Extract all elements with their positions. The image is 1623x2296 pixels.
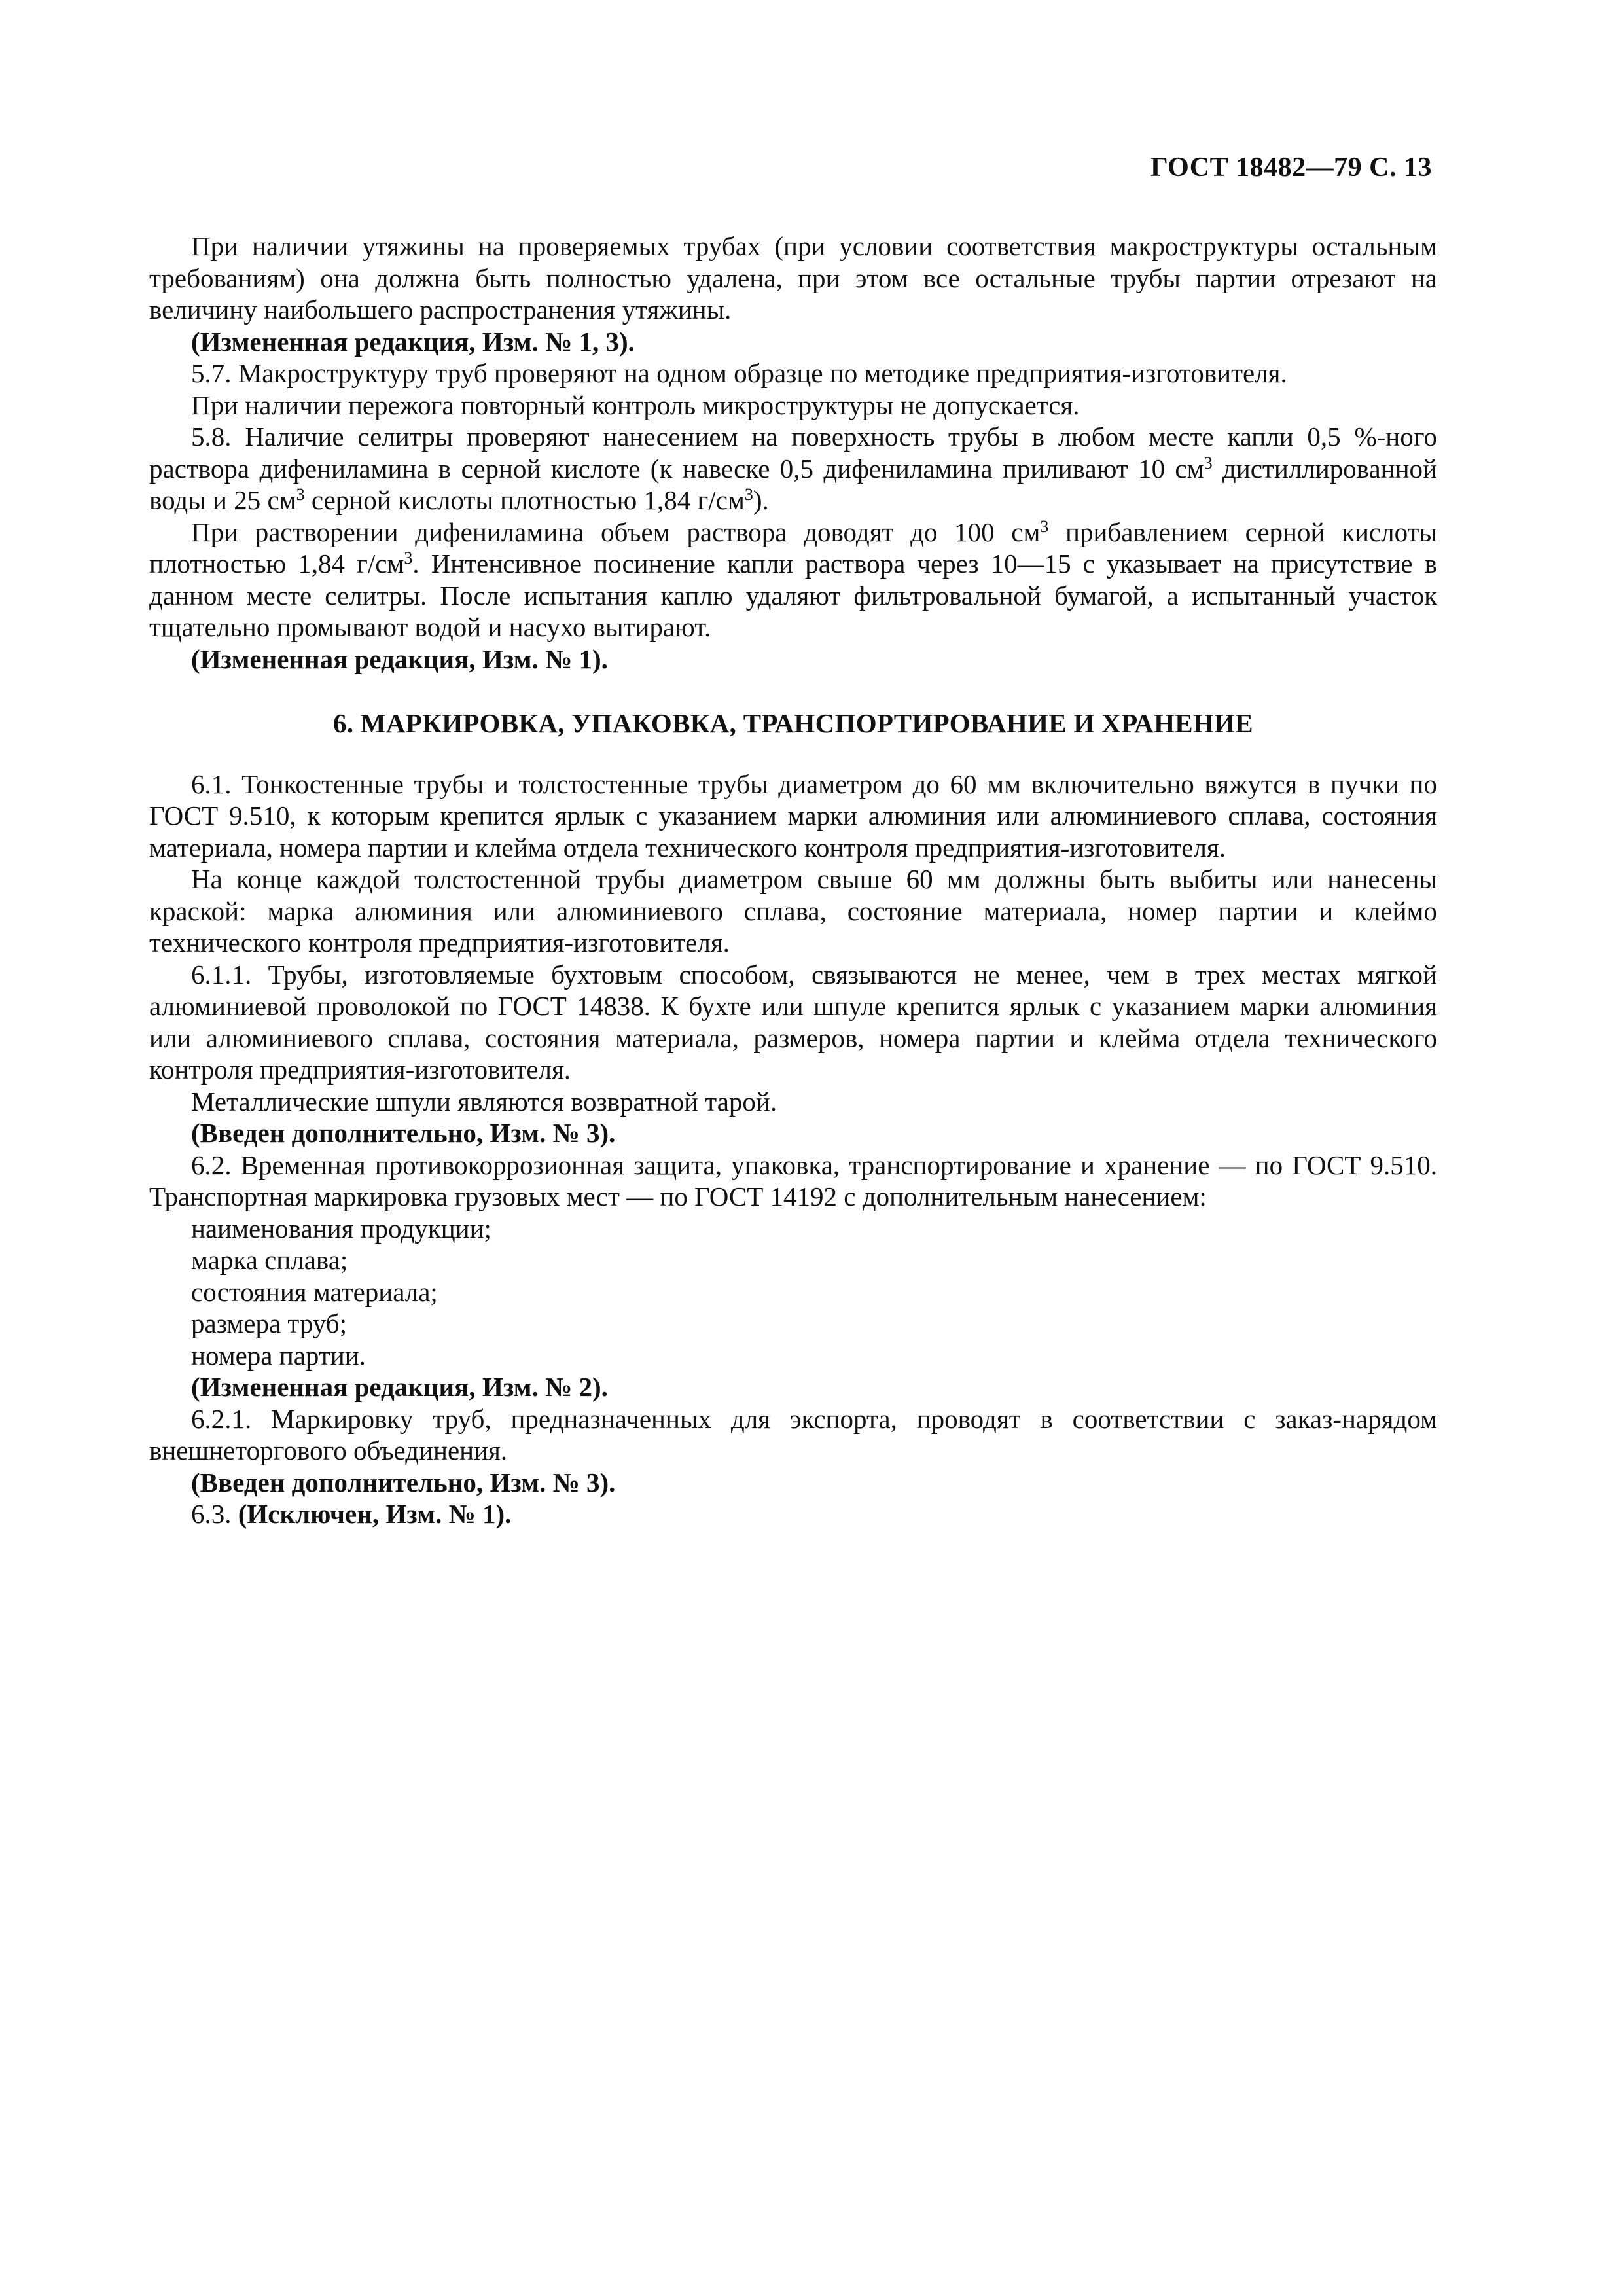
superscript: 3 — [1204, 453, 1213, 473]
text-run: При растворении дифениламина объем раствора доводят до 100 см — [191, 516, 1041, 547]
text-run: 5.8. Наличие селитры проверяют нанесением на поверхность трубы в любом месте капли 0,5 %-ного раствора дифениламина в серной кислоте (к навеске 0,5 дифениламина приливают 10 см — [149, 422, 1437, 484]
paragraph-spools: Металлические шпули являются возвратной тарой. — [191, 1086, 777, 1117]
paragraph-overheating: При наличии пережога повторный контроль микроструктуры не допускается. — [191, 389, 1080, 420]
superscript: 3 — [296, 485, 305, 504]
superscript: 3 — [404, 548, 413, 567]
list-item: марка сплава; — [191, 1245, 348, 1275]
paragraph-shrinkage: При наличии утяжины на проверяемых трубах (при условии соответствия макроструктуры остальным требованиям) она должна быть полностью удалена, при этом все остальные трубы партии отрезают на величину наибольшего распространения утяжины. — [149, 231, 1437, 325]
text-run: . Интенсивное посинение капли раствора через 10—15 с указывает на присутствие в данном месте селитры. После испытания каплю удаляют фильтровальной бумагой, а испытанный участок тщательно промывают водой и насухо вытирают. — [149, 548, 1437, 642]
paragraph-6-2-1: 6.2.1. Маркировку труб, предназначенных для экспорта, проводят в соответствии с заказ-нарядом внешнеторгового объединения. — [149, 1403, 1437, 1465]
paragraph-6-3 — [149, 1498, 1437, 1530]
superscript: 3 — [1040, 516, 1049, 536]
paragraph-dissolution — [149, 516, 1437, 643]
list-item: размера труб; — [191, 1308, 347, 1338]
clause-number: 6.3. — [191, 1499, 238, 1529]
text-run: дистиллированной воды и 25 см — [149, 453, 1437, 515]
change-note: (Измененная редакция, Изм. № 1, 3). — [191, 326, 635, 357]
paragraph-thick-tubes: На конце каждой толстостенной трубы диаметром свыше 60 мм должны быть выбиты или нанесены краской: марка алюминия или алюминиевого сплава, состояние материала, номер партии и клеймо технического контроля предприятия-изготовителя. — [149, 864, 1437, 958]
change-note: (Введен дополнительно, Изм. № 3). — [191, 1118, 616, 1148]
text-run: ). — [753, 485, 769, 515]
change-note: (Измененная редакция, Изм. № 1). — [191, 643, 608, 674]
change-note: (Введен дополнительно, Изм. № 3). — [191, 1467, 616, 1498]
change-note: (Измененная редакция, Изм. № 2). — [191, 1372, 608, 1402]
list-item: состояния материала; — [191, 1276, 438, 1307]
paragraph-5-7: 5.7. Макроструктуру труб проверяют на одном образце по методике предприятия-изготовителя. — [191, 358, 1287, 388]
superscript: 3 — [744, 485, 753, 504]
paragraph-6-2: 6.2. Временная противокоррозионная защита, упаковка, транспортирование и хранение — по ГОСТ 9.510. Транспортная маркировка грузовых мест — по ГОСТ 14192 с дополнительным нанесением: — [149, 1149, 1437, 1211]
change-note: (Исключен, Изм. № 1). — [238, 1499, 512, 1529]
list-item: номера партии. — [191, 1340, 366, 1371]
section-heading: 6. МАРКИРОВКА, УПАКОВКА, ТРАНСПОРТИРОВАНИЕ И ХРАНЕНИЕ — [333, 708, 1253, 738]
document-body — [149, 230, 1437, 1530]
paragraph-6-1: 6.1. Тонкостенные трубы и толстостенные трубы диаметром до 60 мм включительно вяжутся в пучки по ГОСТ 9.510, к которым крепится ярлык с указанием марки алюминия или алюминиевого сплава, состояния материала, номера партии и клейма отдела технического контроля предприятия-изготовителя. — [149, 768, 1437, 863]
text-run: серной кислоты плотностью 1,84 г/см — [304, 485, 745, 515]
paragraph-5-8 — [149, 421, 1437, 516]
page-header: ГОСТ 18482—79 С. 13 — [1150, 152, 1432, 183]
paragraph-6-1-1: 6.1.1. Трубы, изготовляемые бухтовым способом, связываются не менее, чем в трех местах мягкой алюминиевой проволокой по ГОСТ 14838. К бухте или шпуле крепится ярлык с указанием марки алюминия или алюминиевого сплава, состояния материала, размеров, номера партии и клейма отдела технического контроля предприятия-изготовителя. — [149, 959, 1437, 1085]
text-run: прибавлением серной кислоты плотностью 1,84 г/см — [149, 516, 1437, 579]
list-item: наименования продукции; — [191, 1213, 491, 1244]
